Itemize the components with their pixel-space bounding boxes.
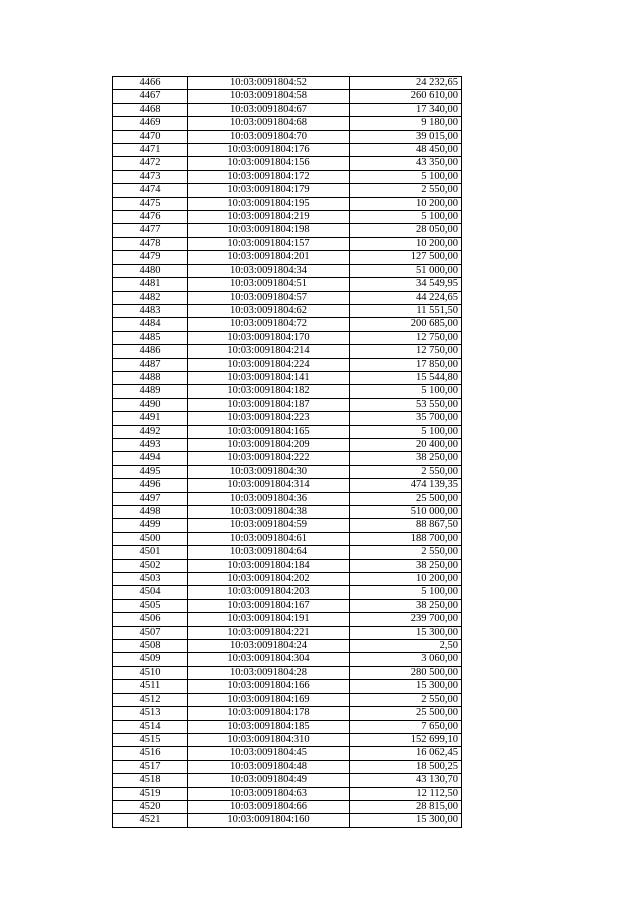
cadastral-number-cell: 10:03:0091804:178 <box>188 707 350 720</box>
table-row <box>113 747 462 760</box>
row-number-cell: 4476 <box>113 211 188 224</box>
amount-cell: 2,50 <box>350 640 462 653</box>
amount-cell: 127 500,00 <box>350 251 462 264</box>
amount-cell: 38 250,00 <box>350 452 462 465</box>
cadastral-number-cell: 10:03:0091804:61 <box>188 532 350 545</box>
row-number-cell: 4471 <box>113 144 188 157</box>
row-number-cell: 4485 <box>113 331 188 344</box>
amount-cell: 188 700,00 <box>350 532 462 545</box>
row-number-cell: 4477 <box>113 224 188 237</box>
table-row <box>113 720 462 733</box>
table-row <box>113 304 462 317</box>
row-number-cell: 4479 <box>113 251 188 264</box>
table-row <box>113 385 462 398</box>
cadastral-number-cell: 10:03:0091804:57 <box>188 291 350 304</box>
amount-cell: 39 015,00 <box>350 130 462 143</box>
row-number-cell: 4503 <box>113 573 188 586</box>
table-row <box>113 733 462 746</box>
cadastral-number-cell: 10:03:0091804:221 <box>188 626 350 639</box>
table-row <box>113 586 462 599</box>
row-number-cell: 4486 <box>113 345 188 358</box>
amount-cell: 10 200,00 <box>350 573 462 586</box>
row-number-cell: 4500 <box>113 532 188 545</box>
amount-cell: 15 300,00 <box>350 680 462 693</box>
amount-cell: 3 060,00 <box>350 653 462 666</box>
table-row <box>113 398 462 411</box>
cadastral-number-cell: 10:03:0091804:195 <box>188 197 350 210</box>
table-row <box>113 184 462 197</box>
table-row <box>113 103 462 116</box>
table-row <box>113 626 462 639</box>
row-number-cell: 4475 <box>113 197 188 210</box>
cadastral-number-cell: 10:03:0091804:64 <box>188 546 350 559</box>
table-row <box>113 693 462 706</box>
row-number-cell: 4520 <box>113 800 188 813</box>
amount-cell: 88 867,50 <box>350 519 462 532</box>
cadastral-number-cell: 10:03:0091804:223 <box>188 412 350 425</box>
cadastral-number-cell: 10:03:0091804:187 <box>188 398 350 411</box>
amount-cell: 20 400,00 <box>350 438 462 451</box>
table-row <box>113 318 462 331</box>
cadastral-number-cell: 10:03:0091804:38 <box>188 506 350 519</box>
cadastral-number-cell: 10:03:0091804:166 <box>188 680 350 693</box>
row-number-cell: 4497 <box>113 492 188 505</box>
amount-cell: 239 700,00 <box>350 613 462 626</box>
cadastral-number-cell: 10:03:0091804:59 <box>188 519 350 532</box>
row-number-cell: 4510 <box>113 666 188 679</box>
cadastral-number-cell: 10:03:0091804:184 <box>188 559 350 572</box>
table-row <box>113 774 462 787</box>
table-row <box>113 479 462 492</box>
table-row <box>113 197 462 210</box>
amount-cell: 17 340,00 <box>350 103 462 116</box>
row-number-cell: 4489 <box>113 385 188 398</box>
table-row <box>113 707 462 720</box>
cadastral-number-cell: 10:03:0091804:214 <box>188 345 350 358</box>
cadastral-number-cell: 10:03:0091804:63 <box>188 787 350 800</box>
row-number-cell: 4504 <box>113 586 188 599</box>
table-row <box>113 345 462 358</box>
amount-cell: 28 815,00 <box>350 800 462 813</box>
table-row <box>113 130 462 143</box>
cadastral-number-cell: 10:03:0091804:170 <box>188 331 350 344</box>
row-number-cell: 4514 <box>113 720 188 733</box>
table-row <box>113 800 462 813</box>
amount-cell: 7 650,00 <box>350 720 462 733</box>
cadastral-number-cell: 10:03:0091804:201 <box>188 251 350 264</box>
table-row <box>113 144 462 157</box>
row-number-cell: 4481 <box>113 278 188 291</box>
row-number-cell: 4491 <box>113 412 188 425</box>
cadastral-number-cell: 10:03:0091804:310 <box>188 733 350 746</box>
amount-cell: 38 250,00 <box>350 599 462 612</box>
amount-cell: 44 224,65 <box>350 291 462 304</box>
table-row <box>113 532 462 545</box>
row-number-cell: 4506 <box>113 613 188 626</box>
table-row <box>113 559 462 572</box>
row-number-cell: 4494 <box>113 452 188 465</box>
table-row <box>113 760 462 773</box>
amount-cell: 15 300,00 <box>350 626 462 639</box>
table-row <box>113 640 462 653</box>
table-row <box>113 814 462 827</box>
table-row <box>113 452 462 465</box>
amount-cell: 16 062,45 <box>350 747 462 760</box>
table-body <box>113 77 462 828</box>
row-number-cell: 4484 <box>113 318 188 331</box>
row-number-cell: 4483 <box>113 304 188 317</box>
cadastral-number-cell: 10:03:0091804:209 <box>188 438 350 451</box>
table-row <box>113 599 462 612</box>
cadastral-number-cell: 10:03:0091804:66 <box>188 800 350 813</box>
cadastral-number-cell: 10:03:0091804:36 <box>188 492 350 505</box>
cadastral-number-cell: 10:03:0091804:70 <box>188 130 350 143</box>
amount-cell: 260 610,00 <box>350 90 462 103</box>
amount-cell: 11 551,50 <box>350 304 462 317</box>
table-row <box>113 492 462 505</box>
row-number-cell: 4480 <box>113 264 188 277</box>
table-row <box>113 653 462 666</box>
amount-cell: 12 750,00 <box>350 331 462 344</box>
amount-cell: 12 750,00 <box>350 345 462 358</box>
cadastral-number-cell: 10:03:0091804:165 <box>188 425 350 438</box>
amount-cell: 510 000,00 <box>350 506 462 519</box>
cadastral-number-cell: 10:03:0091804:24 <box>188 640 350 653</box>
cadastral-number-cell: 10:03:0091804:172 <box>188 170 350 183</box>
cadastral-number-cell: 10:03:0091804:51 <box>188 278 350 291</box>
table-row <box>113 371 462 384</box>
amount-cell: 2 550,00 <box>350 184 462 197</box>
cadastral-number-cell: 10:03:0091804:219 <box>188 211 350 224</box>
row-number-cell: 4492 <box>113 425 188 438</box>
cadastral-number-cell: 10:03:0091804:176 <box>188 144 350 157</box>
row-number-cell: 4519 <box>113 787 188 800</box>
table-row <box>113 264 462 277</box>
table-row <box>113 278 462 291</box>
amount-cell: 43 130,70 <box>350 774 462 787</box>
table-row <box>113 90 462 103</box>
row-number-cell: 4512 <box>113 693 188 706</box>
cadastral-number-cell: 10:03:0091804:198 <box>188 224 350 237</box>
row-number-cell: 4505 <box>113 599 188 612</box>
row-number-cell: 4499 <box>113 519 188 532</box>
table-row <box>113 573 462 586</box>
cadastral-number-cell: 10:03:0091804:58 <box>188 90 350 103</box>
cadastral-number-cell: 10:03:0091804:30 <box>188 465 350 478</box>
table-row <box>113 251 462 264</box>
row-number-cell: 4493 <box>113 438 188 451</box>
cadastral-number-cell: 10:03:0091804:179 <box>188 184 350 197</box>
row-number-cell: 4490 <box>113 398 188 411</box>
row-number-cell: 4472 <box>113 157 188 170</box>
cadastral-number-cell: 10:03:0091804:169 <box>188 693 350 706</box>
cadastral-number-cell: 10:03:0091804:202 <box>188 573 350 586</box>
cadastral-number-cell: 10:03:0091804:141 <box>188 371 350 384</box>
table-row <box>113 438 462 451</box>
row-number-cell: 4488 <box>113 371 188 384</box>
amount-cell: 15 300,00 <box>350 814 462 827</box>
row-number-cell: 4496 <box>113 479 188 492</box>
table-row <box>113 224 462 237</box>
row-number-cell: 4466 <box>113 77 188 90</box>
cadastral-number-cell: 10:03:0091804:182 <box>188 385 350 398</box>
row-number-cell: 4501 <box>113 546 188 559</box>
table-row <box>113 465 462 478</box>
table-row <box>113 412 462 425</box>
cadastral-number-cell: 10:03:0091804:68 <box>188 117 350 130</box>
row-number-cell: 4468 <box>113 103 188 116</box>
row-number-cell: 4473 <box>113 170 188 183</box>
cadastral-number-cell: 10:03:0091804:304 <box>188 653 350 666</box>
amount-cell: 15 544,80 <box>350 371 462 384</box>
table-row <box>113 613 462 626</box>
cadastral-number-cell: 10:03:0091804:224 <box>188 358 350 371</box>
cadastral-number-cell: 10:03:0091804:49 <box>188 774 350 787</box>
cadastral-number-cell: 10:03:0091804:157 <box>188 237 350 250</box>
cadastral-number-cell: 10:03:0091804:48 <box>188 760 350 773</box>
cadastral-number-cell: 10:03:0091804:156 <box>188 157 350 170</box>
amount-cell: 474 139,35 <box>350 479 462 492</box>
amount-cell: 24 232,65 <box>350 77 462 90</box>
table-row <box>113 506 462 519</box>
row-number-cell: 4498 <box>113 506 188 519</box>
amount-cell: 2 550,00 <box>350 693 462 706</box>
amount-cell: 2 550,00 <box>350 465 462 478</box>
amount-cell: 25 500,00 <box>350 492 462 505</box>
amount-cell: 280 500,00 <box>350 666 462 679</box>
amount-cell: 200 685,00 <box>350 318 462 331</box>
cadastral-number-cell: 10:03:0091804:160 <box>188 814 350 827</box>
cadastral-number-cell: 10:03:0091804:222 <box>188 452 350 465</box>
cadastral-number-cell: 10:03:0091804:191 <box>188 613 350 626</box>
cadastral-number-cell: 10:03:0091804:167 <box>188 599 350 612</box>
row-number-cell: 4521 <box>113 814 188 827</box>
row-number-cell: 4502 <box>113 559 188 572</box>
table-row <box>113 211 462 224</box>
row-number-cell: 4487 <box>113 358 188 371</box>
amount-cell: 17 850,00 <box>350 358 462 371</box>
table-row <box>113 546 462 559</box>
table-row <box>113 117 462 130</box>
cadastral-number-cell: 10:03:0091804:72 <box>188 318 350 331</box>
cadastral-number-cell: 10:03:0091804:28 <box>188 666 350 679</box>
amount-cell: 5 100,00 <box>350 425 462 438</box>
amount-cell: 18 500,25 <box>350 760 462 773</box>
amount-cell: 48 450,00 <box>350 144 462 157</box>
cadastral-number-cell: 10:03:0091804:67 <box>188 103 350 116</box>
cadastral-number-cell: 10:03:0091804:52 <box>188 77 350 90</box>
row-number-cell: 4478 <box>113 237 188 250</box>
amount-cell: 51 000,00 <box>350 264 462 277</box>
row-number-cell: 4517 <box>113 760 188 773</box>
amount-cell: 25 500,00 <box>350 707 462 720</box>
amount-cell: 5 100,00 <box>350 211 462 224</box>
table-row <box>113 680 462 693</box>
cadastral-number-cell: 10:03:0091804:314 <box>188 479 350 492</box>
table-row <box>113 170 462 183</box>
row-number-cell: 4507 <box>113 626 188 639</box>
table-row <box>113 157 462 170</box>
table-row <box>113 666 462 679</box>
row-number-cell: 4516 <box>113 747 188 760</box>
amount-cell: 152 699,10 <box>350 733 462 746</box>
table-row <box>113 77 462 90</box>
amount-cell: 5 100,00 <box>350 385 462 398</box>
amount-cell: 5 100,00 <box>350 586 462 599</box>
data-table <box>112 76 462 828</box>
table-row <box>113 291 462 304</box>
amount-cell: 34 549,95 <box>350 278 462 291</box>
cadastral-number-cell: 10:03:0091804:45 <box>188 747 350 760</box>
cadastral-number-cell: 10:03:0091804:34 <box>188 264 350 277</box>
table-row <box>113 787 462 800</box>
row-number-cell: 4470 <box>113 130 188 143</box>
cadastral-number-cell: 10:03:0091804:203 <box>188 586 350 599</box>
amount-cell: 5 100,00 <box>350 170 462 183</box>
table-row <box>113 331 462 344</box>
cadastral-number-cell: 10:03:0091804:185 <box>188 720 350 733</box>
table-row <box>113 358 462 371</box>
row-number-cell: 4511 <box>113 680 188 693</box>
amount-cell: 9 180,00 <box>350 117 462 130</box>
row-number-cell: 4509 <box>113 653 188 666</box>
row-number-cell: 4513 <box>113 707 188 720</box>
amount-cell: 10 200,00 <box>350 197 462 210</box>
amount-cell: 43 350,00 <box>350 157 462 170</box>
amount-cell: 12 112,50 <box>350 787 462 800</box>
table-row <box>113 237 462 250</box>
row-number-cell: 4474 <box>113 184 188 197</box>
amount-cell: 2 550,00 <box>350 546 462 559</box>
amount-cell: 28 050,00 <box>350 224 462 237</box>
table-row <box>113 519 462 532</box>
row-number-cell: 4508 <box>113 640 188 653</box>
amount-cell: 35 700,00 <box>350 412 462 425</box>
row-number-cell: 4467 <box>113 90 188 103</box>
amount-cell: 10 200,00 <box>350 237 462 250</box>
row-number-cell: 4495 <box>113 465 188 478</box>
table-row <box>113 425 462 438</box>
amount-cell: 53 550,00 <box>350 398 462 411</box>
row-number-cell: 4469 <box>113 117 188 130</box>
row-number-cell: 4482 <box>113 291 188 304</box>
row-number-cell: 4518 <box>113 774 188 787</box>
cadastral-number-cell: 10:03:0091804:62 <box>188 304 350 317</box>
amount-cell: 38 250,00 <box>350 559 462 572</box>
row-number-cell: 4515 <box>113 733 188 746</box>
